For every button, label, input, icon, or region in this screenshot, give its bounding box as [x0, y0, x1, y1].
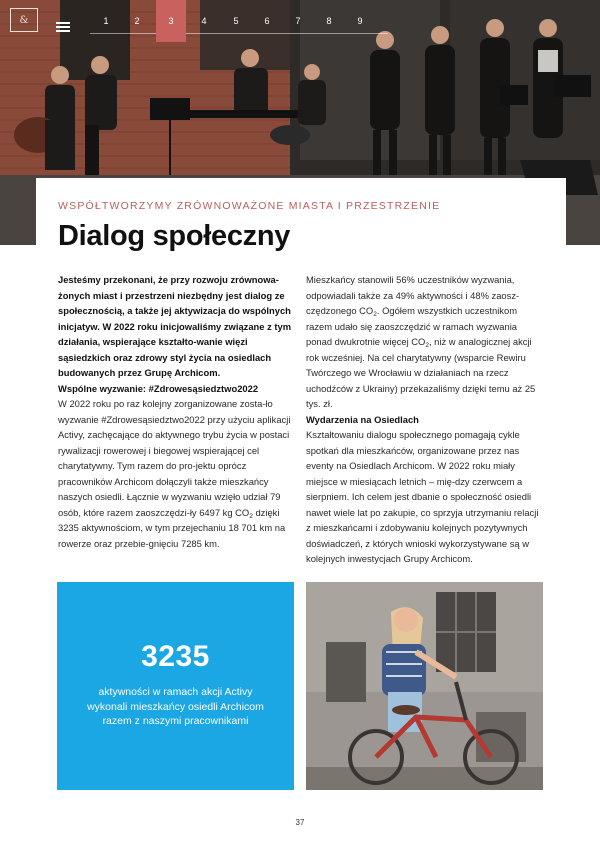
page-title: Dialog społeczny [58, 220, 291, 252]
section2-heading: Wydarzenia na Osiedlach [306, 413, 419, 425]
stat-number: 3235 [141, 640, 210, 673]
section1-heading: Wspólne wyzwanie: #Zdrowesąsiedztwo2022 [58, 382, 259, 394]
chapter-tab-7[interactable]: 7 [295, 16, 301, 26]
col2-paragraph: Mieszkańcy stanowili 56% uczestników wyzwania, odpowiadali także za 49% aktywności i 48% zaosz-czędzonego $CO_2$. Ogółem wszystkich uczestnikom razem udało się zaoszczędzić w ramach wyzwania ponad dwukrotnie więcej $CO_2$, niż w analogicznej akcji rok wcześniej. Na cel charytatywny (wsparcie Rewiru Twórczego we Wrocławiu w działaniach na rzecz uchodźców z Ukrainy) przekazaliśmy dzięki temu aż 25 tys. zł. [306, 274, 536, 409]
lead-paragraph: Jesteśmy przekonani, że przy rozwoju zrównowa-żonych miast i przestrzeni niezbędny jest dialog ze społecznością, a także jej aktywizacja do wspólnych inicjatyw. W 2022 roku inicjowaliśmy związane z tym działania, wspierające kształto-wanie więzi sąsiedzkich oraz zdrowy styl życia na osiedlach budowanych przez Grupę Archicom. [58, 274, 292, 378]
stat-box [57, 582, 294, 790]
section-kicker: WSPÓŁTWORZYMY ZRÓWNOWAŻONE MIASTA I PRZESTRZENIE [58, 200, 441, 212]
right-column [306, 272, 544, 567]
chapter-tab-3[interactable]: 3 [156, 0, 186, 42]
chapter-tab-5[interactable]: 5 [233, 16, 239, 26]
photo-woman-on-bike [306, 582, 543, 790]
section2-paragraph: Kształtowaniu dialogu społecznego pomagają cykle spotkań dla mieszkańców, organizowane przez nas eventy na Osiedlach Archicom. W 2022 roku miały miejsce w miesiącach letnich – mię-dzy czerwcem a sierpniem. Ich celem jest dbanie o społeczność osiedli nawet wiele lat po zakupie, co sprzyja utrzymaniu relacji z mieszkańcami i zdobywaniu kolejnych pozytywnych doświadczeń, z których wnioski wykorzystywane są w kolejnych inwestycjach Grupy Archicom. [306, 429, 539, 564]
page-number: 37 [295, 818, 305, 827]
left-column [58, 272, 294, 551]
company-logo[interactable] [10, 8, 38, 32]
chapter-tab-4[interactable]: 4 [201, 16, 207, 26]
chapter-tab-8[interactable]: 8 [326, 16, 332, 26]
bike-illustration [306, 582, 543, 790]
chapter-tab-6[interactable]: 6 [264, 16, 270, 26]
section1-paragraph: W 2022 roku po raz kolejny zorganizowane zosta-ło wyzwanie #Zdrowesąsiedztwo2022 przy użyciu aplikacji Activy, zachęcające do aktywnego trybu życia w postaci rywalizacji rowerowej i biegowej wspierającej cel charytatywny. Tym razem do pro-jektu oprócz pracowników Archicom dołączyli także mieszkańcy naszych osiedli. Łącznie w wyzwaniu wzięło udział 79 osób, które razem zaoszczędzi-ły 6497 kg $CO_2$ dzięki 3235 aktywnościom, w tym przejechaniu 18 701 km na rowerze oraz przebie-gnięciu 7285 km. [58, 398, 291, 549]
chapter-tab-2[interactable]: 2 [134, 16, 140, 26]
chapter-tab-9[interactable]: 9 [357, 16, 363, 26]
stat-description: aktywności w ramach akcji Activy wykonali mieszkańcy osiedli Archicom razem z naszymi pracownikami [87, 686, 264, 727]
title-block [36, 178, 566, 268]
logo-mark: & [19, 14, 29, 26]
menu-icon[interactable] [56, 22, 70, 32]
chapter-tab-1[interactable]: 1 [103, 16, 109, 26]
